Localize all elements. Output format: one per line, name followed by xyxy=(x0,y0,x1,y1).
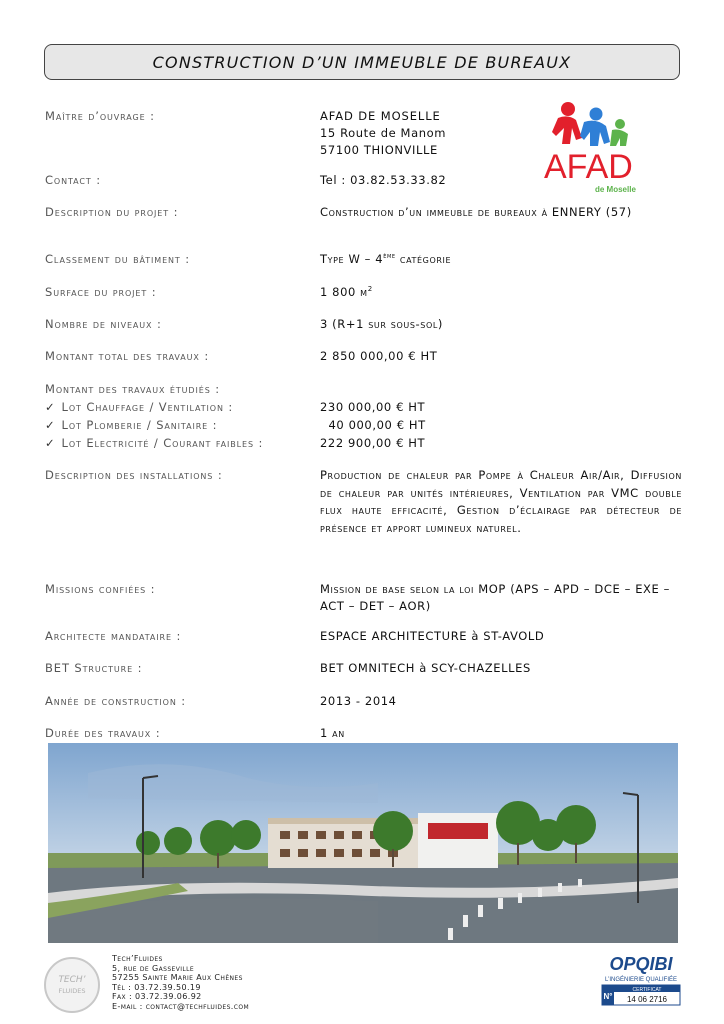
classement-suffix: catégorie xyxy=(395,252,452,266)
lot-label-text: Lot Electricité / Courant faibles : xyxy=(61,436,264,450)
address-line: 57255 Sainte Marie Aux Chênes xyxy=(112,973,243,982)
opqibi-name: OPQIBI xyxy=(609,954,673,974)
lot-label-text: Lot Plomberie / Sanitaire : xyxy=(61,418,218,432)
opqibi-n-label: N° xyxy=(603,992,613,1001)
opqibi-cert-label: CERTIFICAT xyxy=(632,987,662,993)
label-missions: Missions confiées : xyxy=(45,582,156,596)
label-surface: Surface du projet : xyxy=(45,285,157,299)
lot-label xyxy=(45,400,233,414)
opqibi-tagline: L’INGÉNIERIE QUALIFIÉE xyxy=(604,977,678,983)
label-architecte: Architecte mandataire : xyxy=(45,629,182,643)
address-line: Tél : 03.72.39.50.19 xyxy=(112,982,201,992)
value-duree: 1 an xyxy=(320,726,345,740)
value-contact: Tel : 03.82.53.33.82 xyxy=(320,173,447,187)
classement-prefix: Type W – 4 xyxy=(320,252,384,266)
opqibi-logo xyxy=(600,952,682,1008)
family-figures-icon xyxy=(552,102,628,146)
value-installations: Production de chaleur par Pompe à Chaleur Air/Air, Diffusion de chaleur par unités intérieures, Ventilation par VMC double flux haute efficacité, Gestion d’éclairage par détecteur de présence et apport lumineux naturel. xyxy=(320,468,682,535)
page-title-box xyxy=(44,44,680,80)
check-icon: ✓ xyxy=(45,436,56,450)
value-architecte: ESPACE ARCHITECTURE à ST-AVOLD xyxy=(320,629,545,643)
value-classement xyxy=(320,252,451,266)
value-niveaux: 3 (R+1 sur sous-sol) xyxy=(320,317,443,331)
surface-sup: 2 xyxy=(367,285,373,294)
maitre-city: 57100 THIONVILLE xyxy=(320,143,438,157)
check-icon: ✓ xyxy=(45,418,56,432)
lot-label xyxy=(45,436,263,450)
check-icon: ✓ xyxy=(45,400,56,414)
afad-logo-text: AFAD xyxy=(544,148,633,186)
maitre-street: 15 Route de Manom xyxy=(320,126,447,140)
value-description: Construction d’un immeuble de bureaux à ENNERY (57) xyxy=(320,205,632,219)
lot-value: 40 000,00 € HT xyxy=(320,418,426,432)
value-montant-total: 2 850 000,00 € HT xyxy=(320,349,438,363)
classement-sup: ème xyxy=(383,252,396,261)
label-maitre: Maître d’ouvrage : xyxy=(45,109,155,123)
label-classement: Classement du bâtiment : xyxy=(45,252,191,266)
value-surface xyxy=(320,285,373,299)
lot-label xyxy=(45,418,217,432)
lot-value: 230 000,00 € HT xyxy=(320,400,426,414)
label-duree: Durée des travaux : xyxy=(45,726,161,740)
maitre-name: AFAD DE MOSELLE xyxy=(320,109,441,123)
label-installations: Description des installations : xyxy=(45,468,223,482)
afad-logo xyxy=(540,100,640,196)
page-title: CONSTRUCTION D’UN IMMEUBLE DE BUREAUX xyxy=(152,52,572,72)
label-montant-total: Montant total des travaux : xyxy=(45,349,210,363)
footer-address xyxy=(112,954,249,1011)
label-bet: BET Structure : xyxy=(45,661,143,675)
address-line: E-mail : contact@techfluides.com xyxy=(112,1001,250,1011)
lot-label-text: Lot Chauffage / Ventilation : xyxy=(61,400,234,414)
label-niveaux: Nombre de niveaux : xyxy=(45,317,162,331)
value-maitre xyxy=(320,108,446,159)
afad-logo-subtext: de Moselle xyxy=(595,185,636,194)
opqibi-number: 14 06 2716 xyxy=(626,995,668,1004)
logo-text-fluides: FLUIDES xyxy=(58,987,86,995)
address-line: Tech’Fluides xyxy=(112,954,163,963)
label-contact: Contact : xyxy=(45,173,102,187)
label-montant-etudies: Montant des travaux étudiés : xyxy=(45,382,221,396)
building-photo xyxy=(48,743,678,943)
label-annee: Année de construction : xyxy=(45,694,187,708)
value-bet: BET OMNITECH à SCY-CHAZELLES xyxy=(320,661,531,675)
address-line: 5, rue de Gasseville xyxy=(112,963,195,973)
lot-value: 222 900,00 € HT xyxy=(320,436,426,450)
techfluides-logo xyxy=(42,955,102,1015)
value-annee: 2013 - 2014 xyxy=(320,694,397,708)
surface-prefix: 1 800 m xyxy=(320,285,368,299)
address-line: Fax : 03.72.39.06.92 xyxy=(112,992,202,1001)
logo-text-tech: TECH’ xyxy=(58,975,86,985)
label-description: Description du projet : xyxy=(45,205,179,219)
value-missions: Mission de base selon la loi MOP (APS – APD – DCE – EXE – ACT – DET – AOR) xyxy=(320,582,671,613)
